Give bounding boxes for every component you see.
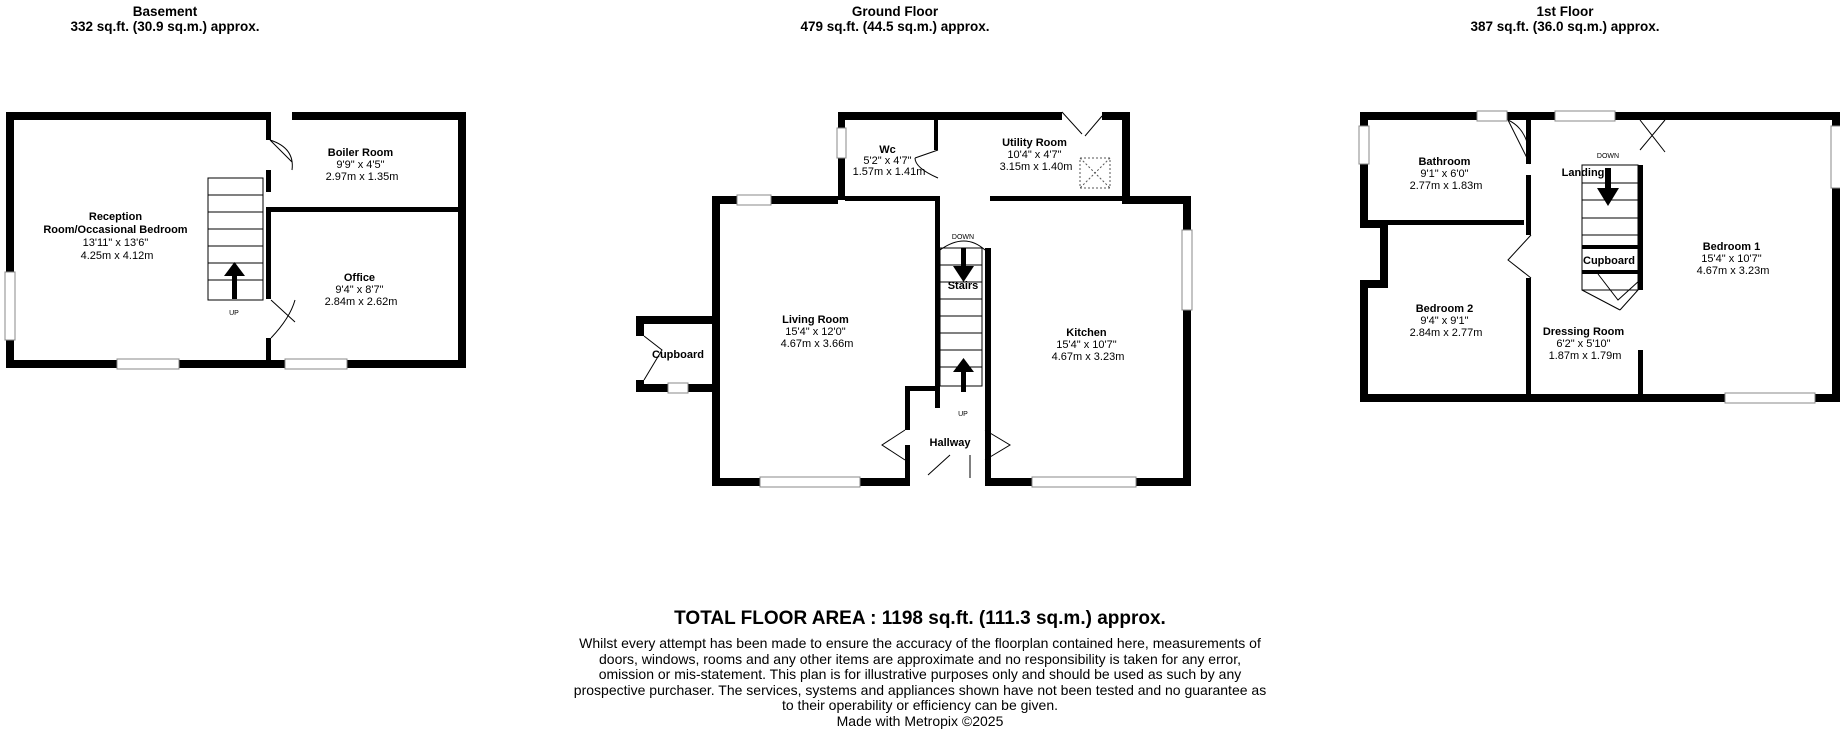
landing-label: Landing xyxy=(1561,167,1605,179)
utility-room-label: Utility Room 10'4" x 4'7" 3.15m x 1.40m xyxy=(999,137,1073,173)
utility-appliance xyxy=(1080,158,1110,188)
ground-cupboard-label: Cupboard xyxy=(652,349,704,361)
first-floor-plan xyxy=(1359,111,1840,403)
ground-stair-up-label: UP xyxy=(958,411,968,418)
bedroom-1-label: Bedroom 1 15'4" x 10'7" 4.67m x 3.23m xyxy=(1696,241,1770,277)
basement-area: 332 sq.ft. (30.9 sq.m.) approx. xyxy=(70,19,260,34)
ground-floor-windows xyxy=(668,128,1192,487)
kitchen-label: Kitchen 15'4" x 10'7" 4.67m x 3.23m xyxy=(1051,327,1125,363)
office-label: Office 9'4" x 8'7" 2.84m x 2.62m xyxy=(324,272,398,308)
boiler-room-label: Boiler Room 9'9" x 4'5" 2.97m x 1.35m xyxy=(325,147,399,183)
ground-floor-area: 479 sq.ft. (44.5 sq.m.) approx. xyxy=(800,19,990,34)
first-floor-area: 387 sq.ft. (36.0 sq.m.) approx. xyxy=(1470,19,1660,34)
reception-room-label: Reception Room/Occasional Bedroom 13'11" x 13'6" 4.25m x 4.12m xyxy=(43,211,188,262)
ground-stair-up-arrow-icon xyxy=(953,358,974,392)
ground-floor-plan xyxy=(636,112,1192,487)
dressing-room-label: Dressing Room 6'2" x 5'10" 1.87m x 1.79m xyxy=(1542,326,1625,362)
bedroom-2-label: Bedroom 2 9'4" x 9'1" 2.84m x 2.77m xyxy=(1409,303,1483,339)
basement-walls xyxy=(6,112,466,368)
basement-stair-up-label: UP xyxy=(229,310,239,317)
hallway-label: Hallway xyxy=(929,437,971,449)
living-room-label: Living Room 15'4" x 12'0" 4.67m x 3.66m xyxy=(780,314,854,350)
basement-doors xyxy=(270,140,295,338)
basement-plan xyxy=(5,112,466,369)
bathroom-label: Bathroom 9'1" x 6'0" 2.77m x 1.83m xyxy=(1409,156,1483,192)
ground-floor-title: Ground Floor xyxy=(851,4,939,19)
basement-title: Basement xyxy=(132,4,198,19)
ground-stair-down-label: DOWN xyxy=(951,234,975,241)
disclaimer-text: Whilst every attempt has been made to ensure the accuracy of the floorplan contained here, measurements of doors, windows, rooms and any other items are approximate and no responsibility is taken for any error, omission or mis-statement. This plan is for illustrative purposes only and should be used as such by any prospective purchaser. The services, systems and appliances shown have not been tested and no guarantee as to their operability or efficiency can be given. xyxy=(573,635,1267,713)
total-floor-area: TOTAL FLOOR AREA : 1198 sq.ft. (111.3 sq.m.) approx. xyxy=(674,608,1166,629)
stairs-label: Stairs xyxy=(947,280,979,292)
first-stair-down-label: DOWN xyxy=(1596,153,1620,160)
wc-label: Wc 5'2" x 4'7" 1.57m x 1.41m xyxy=(852,144,926,178)
first-cupboard-label: Cupboard xyxy=(1583,255,1635,267)
credit-text: Made with Metropix ©2025 xyxy=(836,713,1004,729)
first-floor-title: 1st Floor xyxy=(1536,4,1594,19)
basement-windows xyxy=(5,272,347,369)
